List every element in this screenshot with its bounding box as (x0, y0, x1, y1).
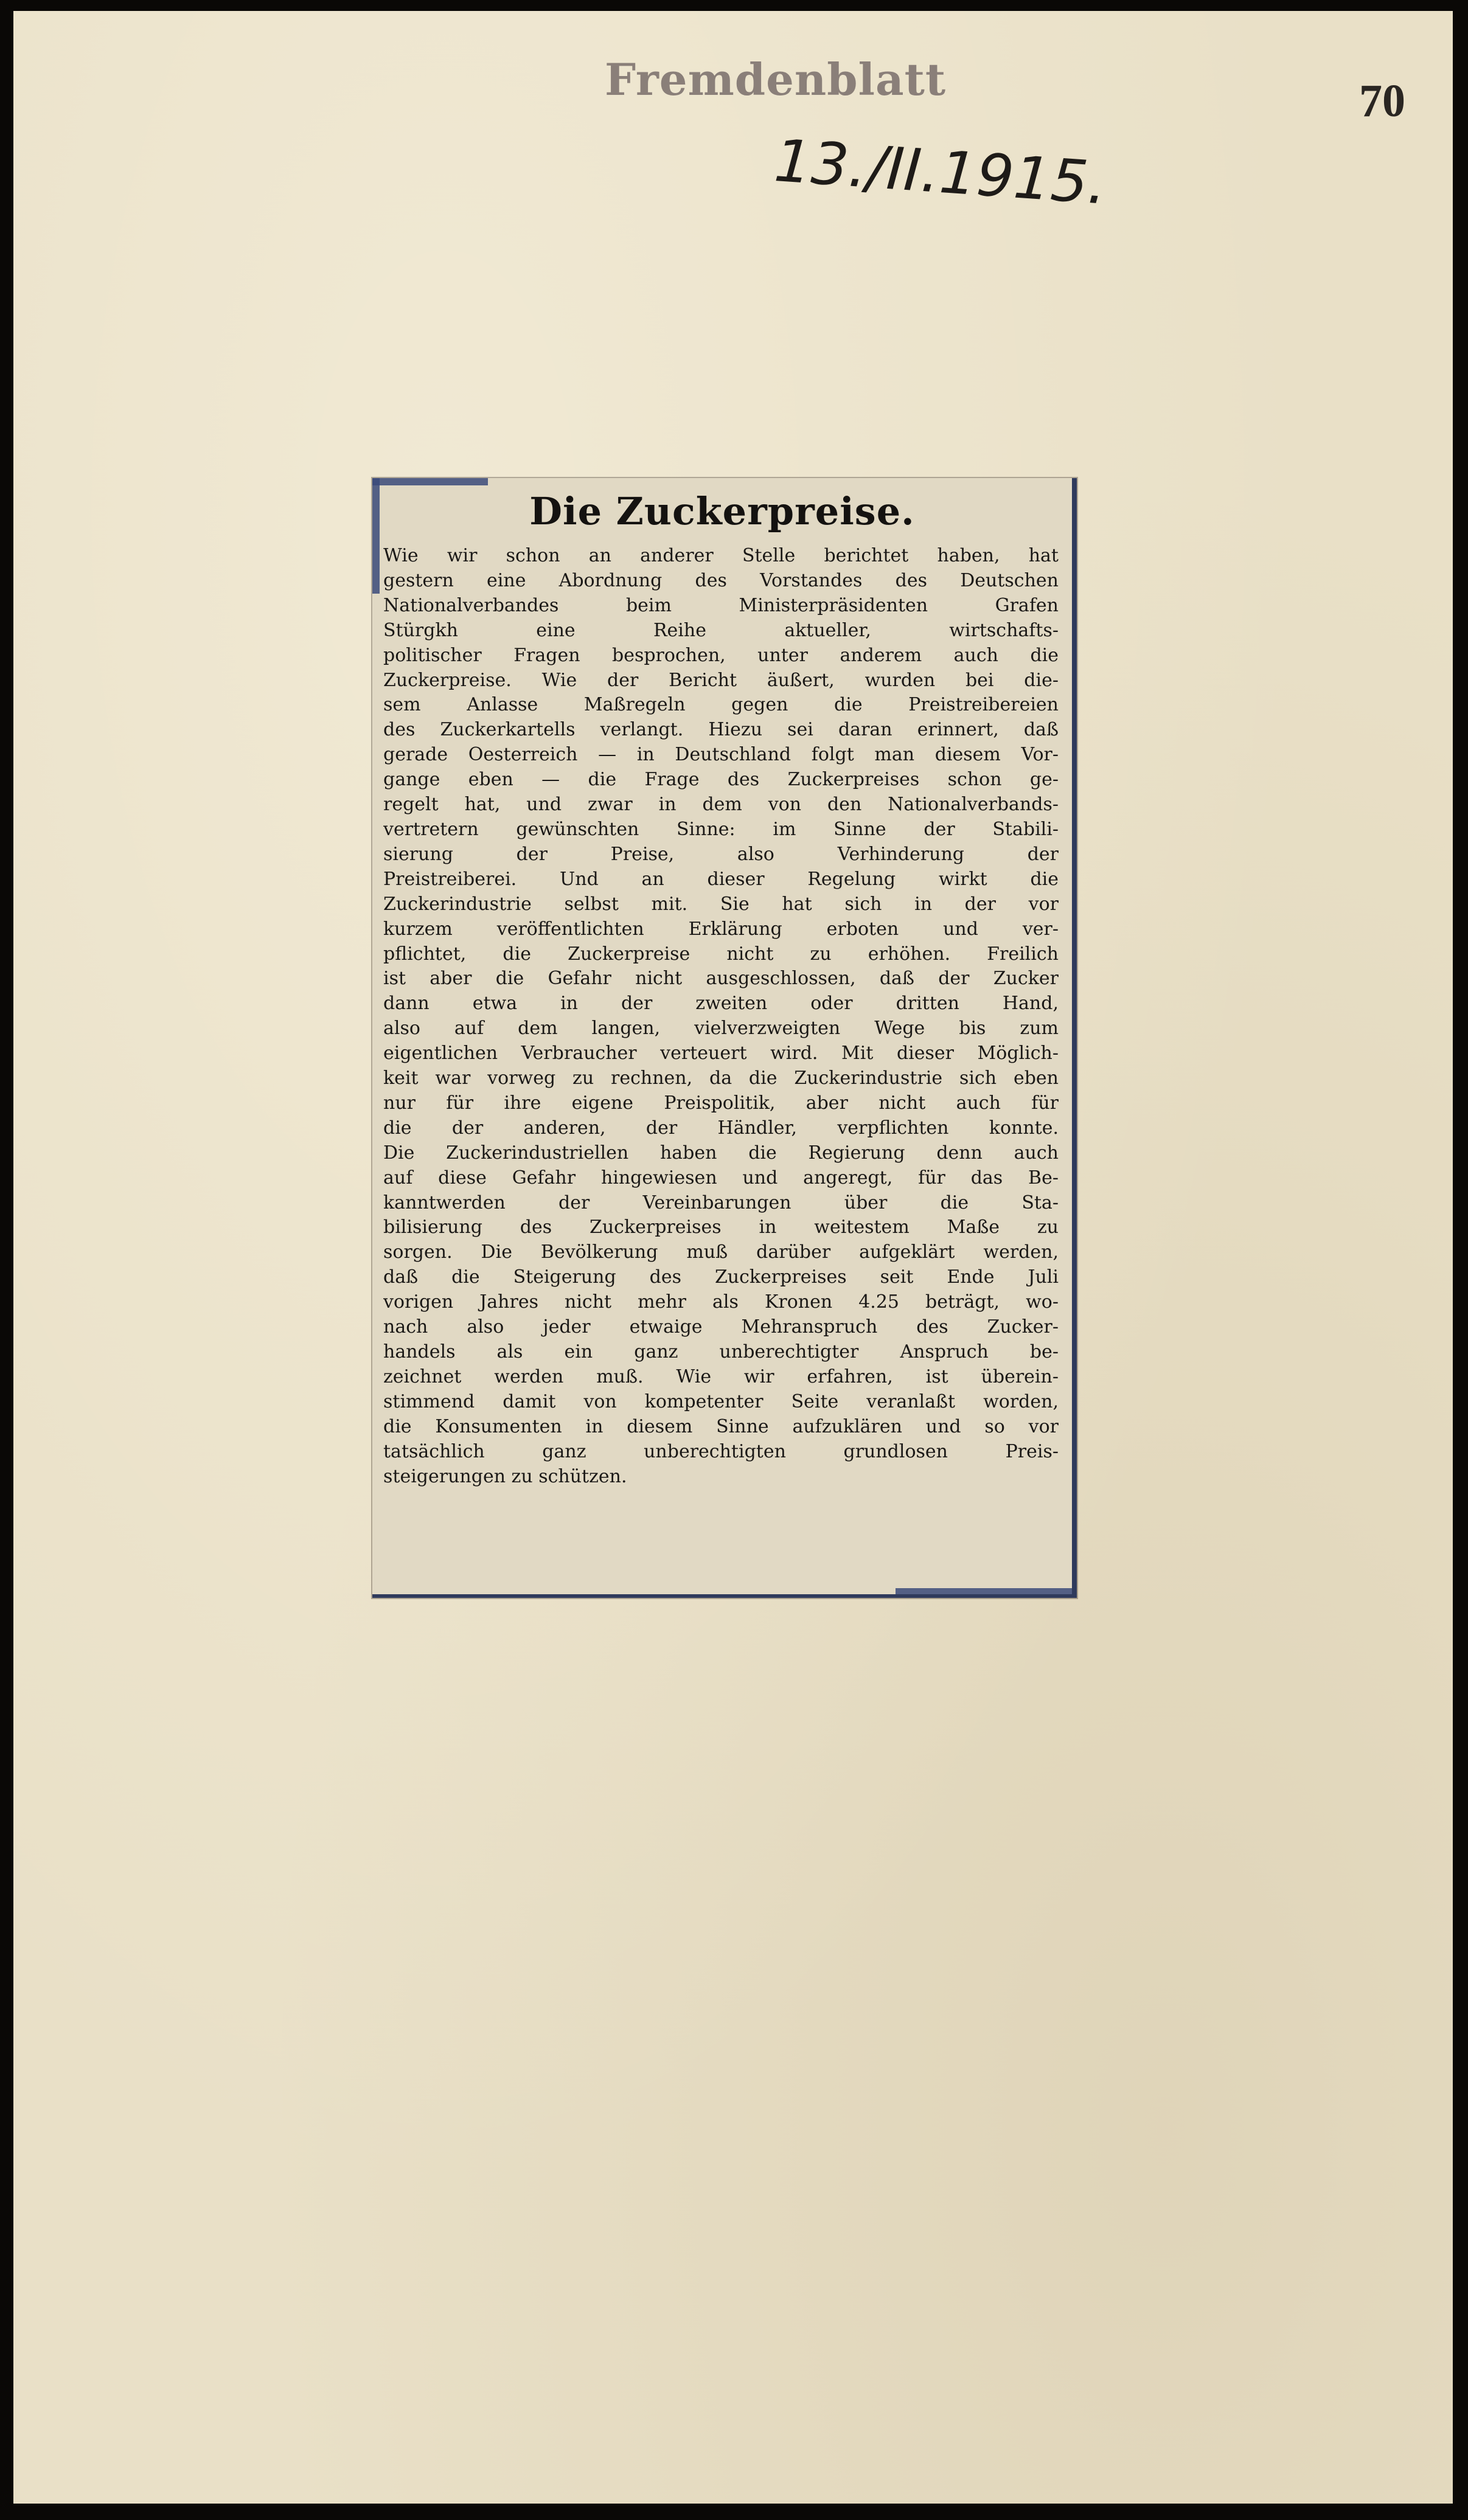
article-line: nach also jeder etwaige Mehranspruch des Zucker- (383, 1316, 1059, 1338)
blue-pencil-mark-bottom (896, 1588, 1072, 1594)
article-line: keit war vorweg zu rechnen, da die Zuckerindustrie sich eben (383, 1067, 1059, 1089)
article-line: stimmend damit von kompetenter Seite veranlaßt worden, (383, 1390, 1059, 1412)
article-line: politischer Fragen besprochen, unter anderem auch die (383, 644, 1059, 666)
article-line: des Zuckerkartells verlangt. Hiezu sei daran erinnert, daß (383, 719, 1059, 741)
article-line: sem Anlasse Maßregeln gegen die Preistreibereien (383, 694, 1059, 716)
article-line: handels als ein ganz unberechtigter Anspruch be- (383, 1341, 1059, 1362)
article-line: kanntwerden der Vereinbarungen über die Sta- (383, 1192, 1059, 1213)
article-line: gange eben — die Frage des Zuckerpreises schon ge- (383, 769, 1059, 791)
article-line: daß die Steigerung des Zuckerpreises seit Ende Juli (383, 1266, 1059, 1288)
article-line: vertretern gewünschten Sinne: im Sinne der Stabili- (383, 818, 1059, 840)
article-line: sierung der Preise, also Verhinderung der (383, 843, 1059, 865)
article-line: regelt hat, und zwar in dem von den Nationalverbands- (383, 794, 1059, 816)
page-number: 70 (1359, 75, 1405, 127)
article-line: ist aber die Gefahr nicht ausgeschlossen, daß der Zucker (383, 968, 1059, 990)
handwritten-date-text: 13./II.1915. (772, 127, 1109, 218)
article-line: nur für ihre eigene Preispolitik, aber nicht auch für (383, 1092, 1059, 1114)
article-line: sorgen. Die Bevölkerung muß darüber aufgeklärt werden, (383, 1241, 1059, 1263)
article-line: Die Zuckerindustriellen haben die Regierung denn auch (383, 1142, 1059, 1164)
article-line: die der anderen, der Händler, verpflichten konnte. (383, 1117, 1059, 1139)
article-line: zeichnet werden muß. Wie wir erfahren, ist überein- (383, 1366, 1059, 1387)
article-line: Preistreiberei. Und an dieser Regelung wirkt die (383, 868, 1059, 890)
article-line: Zuckerpreise. Wie der Bericht äußert, wurden bei die- (383, 669, 1059, 691)
article-line: die Konsumenten in diesem Sinne aufzuklären und so vor (383, 1415, 1059, 1437)
article-line: Zuckerindustrie selbst mit. Sie hat sich in der vor (383, 893, 1059, 915)
article-line: kurzem veröffentlichten Erklärung erboten und ver- (383, 918, 1059, 940)
article-line: bilisierung des Zuckerpreises in weitestem Maße zu (383, 1217, 1059, 1238)
newspaper-clipping (372, 478, 1077, 1598)
article-line: gerade Oesterreich — in Deutschland folgt man diesem Vor- (383, 744, 1059, 766)
newspaper-stamp: Fremdenblatt (605, 54, 947, 105)
article-line: steigerungen zu schützen. (383, 1465, 627, 1487)
article-line: Stürgkh eine Reihe aktueller, wirtschafts- (383, 619, 1059, 641)
blue-pencil-mark-top (372, 478, 488, 485)
article-line: pflichtet, die Zuckerpreise nicht zu erhöhen. Freilich (383, 943, 1059, 965)
article-line: eigentlichen Verbraucher verteuert wird. Mit dieser Möglich- (383, 1043, 1059, 1064)
article-line: also auf dem langen, vielverzweigten Wege bis zum (383, 1018, 1059, 1040)
clipping-article-text (383, 544, 1059, 1489)
article-line: dann etwa in der zweiten oder dritten Hand, (383, 993, 1059, 1015)
article-line: Nationalverbandes beim Ministerpräsidenten Grafen (383, 594, 1059, 616)
article-line: auf diese Gefahr hingewiesen und angeregt, für das Be- (383, 1167, 1059, 1189)
article-line: vorigen Jahres nicht mehr als Kronen 4.25 beträgt, wo- (383, 1291, 1059, 1313)
article-line: tatsächlich ganz unberechtigten grundlosen Preis- (383, 1440, 1059, 1462)
article-line: Wie wir schon an anderer Stelle berichtet haben, hat (383, 545, 1059, 566)
article-line: gestern eine Abordnung des Vorstandes des Deutschen (383, 569, 1059, 591)
clipping-headline: Die Zuckerpreise. (529, 489, 915, 533)
archive-sheet (13, 11, 1453, 2504)
handwritten-date (772, 127, 1109, 218)
